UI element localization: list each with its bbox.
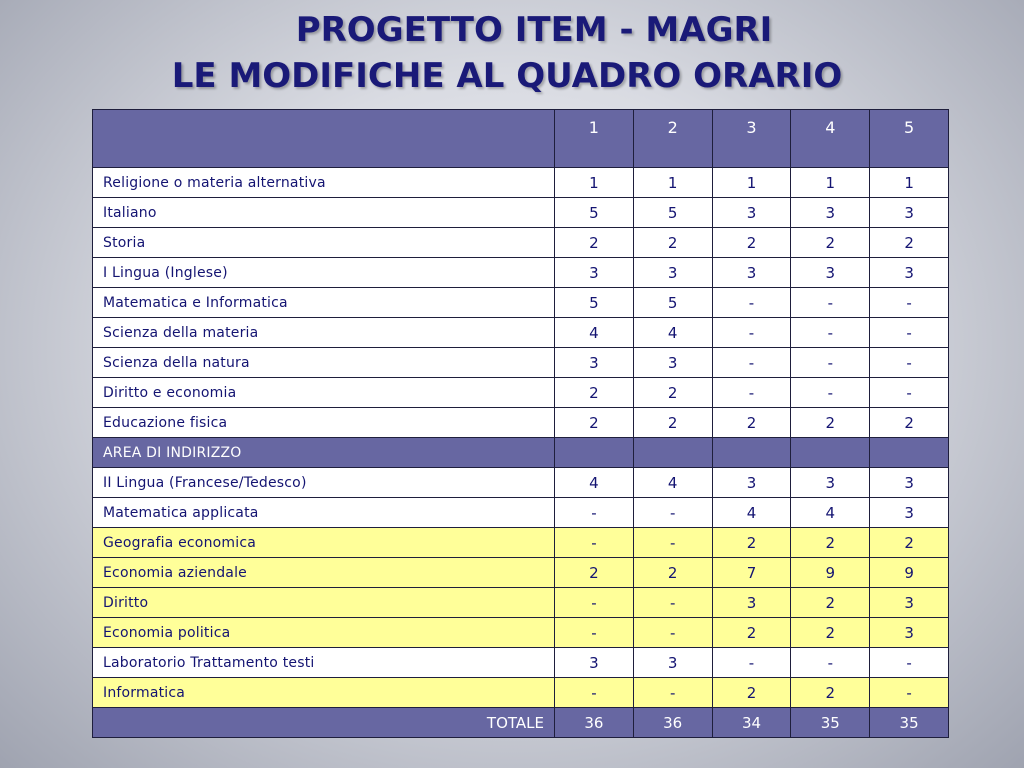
hours-cell: - — [712, 378, 791, 408]
total-value: 36 — [555, 708, 634, 738]
hours-cell: - — [870, 378, 949, 408]
hours-cell: 2 — [555, 228, 634, 258]
hours-cell: - — [870, 678, 949, 708]
hours-cell: 2 — [712, 228, 791, 258]
subject-label: Italiano — [93, 198, 555, 228]
hours-cell: 2 — [712, 408, 791, 438]
hours-cell: 9 — [870, 558, 949, 588]
hours-cell: - — [870, 288, 949, 318]
hours-cell: 9 — [791, 558, 870, 588]
header-year-2: 2 — [633, 110, 712, 168]
hours-cell: - — [555, 498, 634, 528]
hours-cell: - — [555, 618, 634, 648]
hours-cell: - — [791, 378, 870, 408]
hours-cell: - — [712, 318, 791, 348]
hours-cell: 3 — [712, 258, 791, 288]
hours-cell: 3 — [870, 588, 949, 618]
subject-label: Laboratorio Trattamento testi — [93, 648, 555, 678]
table-row — [93, 288, 949, 318]
subject-label: Geografia economica — [93, 528, 555, 558]
table-row — [93, 618, 949, 648]
total-value: 36 — [633, 708, 712, 738]
hours-cell: - — [791, 348, 870, 378]
hours-cell: 3 — [633, 258, 712, 288]
hours-cell: - — [555, 528, 634, 558]
subject-label: Scienza della natura — [93, 348, 555, 378]
hours-cell: 2 — [791, 618, 870, 648]
hours-cell: 2 — [633, 408, 712, 438]
header-year-1: 1 — [555, 110, 634, 168]
hours-cell: - — [712, 648, 791, 678]
hours-cell — [555, 438, 634, 468]
table-row — [93, 528, 949, 558]
subject-label: Economia aziendale — [93, 558, 555, 588]
hours-cell: 5 — [555, 198, 634, 228]
hours-cell: - — [633, 678, 712, 708]
hours-cell: 3 — [633, 348, 712, 378]
table-header-row — [93, 110, 949, 168]
hours-cell: 3 — [712, 588, 791, 618]
hours-cell: - — [633, 498, 712, 528]
hours-cell: 2 — [791, 588, 870, 618]
hours-cell: 3 — [791, 198, 870, 228]
hours-cell: - — [633, 618, 712, 648]
total-value: 35 — [870, 708, 949, 738]
table-row — [93, 678, 949, 708]
subject-label: Scienza della materia — [93, 318, 555, 348]
hours-cell: - — [791, 318, 870, 348]
table-row — [93, 168, 949, 198]
hours-cell: 2 — [633, 378, 712, 408]
hours-cell: 3 — [870, 468, 949, 498]
hours-cell: 2 — [791, 408, 870, 438]
table-row — [93, 228, 949, 258]
hours-cell: 4 — [633, 318, 712, 348]
hours-cell: 4 — [555, 318, 634, 348]
hours-cell: 4 — [712, 498, 791, 528]
hours-cell: 3 — [791, 258, 870, 288]
hours-cell: 5 — [555, 288, 634, 318]
table-row — [93, 648, 949, 678]
hours-cell: - — [870, 648, 949, 678]
total-row — [93, 708, 949, 738]
hours-cell: 2 — [870, 228, 949, 258]
hours-cell: 2 — [791, 678, 870, 708]
subject-label: I Lingua (Inglese) — [93, 258, 555, 288]
hours-cell: 3 — [870, 618, 949, 648]
schedule-table — [92, 109, 949, 738]
hours-cell: 3 — [870, 258, 949, 288]
hours-cell: 3 — [555, 348, 634, 378]
hours-cell: - — [633, 528, 712, 558]
header-year-5: 5 — [870, 110, 949, 168]
hours-cell: 5 — [633, 198, 712, 228]
table-row — [93, 318, 949, 348]
hours-cell: 1 — [633, 168, 712, 198]
hours-cell: 1 — [791, 168, 870, 198]
hours-cell: 3 — [555, 648, 634, 678]
subject-label: Religione o materia alternativa — [93, 168, 555, 198]
subject-label: Matematica applicata — [93, 498, 555, 528]
hours-cell: 2 — [791, 528, 870, 558]
hours-cell: 2 — [712, 618, 791, 648]
hours-cell: - — [555, 588, 634, 618]
table-row — [93, 588, 949, 618]
hours-cell: 2 — [870, 408, 949, 438]
total-value: 35 — [791, 708, 870, 738]
hours-cell: 3 — [712, 198, 791, 228]
hours-cell: 1 — [712, 168, 791, 198]
hours-cell — [712, 438, 791, 468]
total-value: 34 — [712, 708, 791, 738]
table-row — [93, 498, 949, 528]
subject-label: Diritto — [93, 588, 555, 618]
hours-cell: - — [712, 288, 791, 318]
hours-cell: 2 — [712, 528, 791, 558]
hours-cell: - — [555, 678, 634, 708]
header-year-3: 3 — [712, 110, 791, 168]
hours-cell: 2 — [791, 228, 870, 258]
title-line-2: LE MODIFICHE AL QUADRO ORARIO — [171, 56, 843, 96]
table-row — [93, 198, 949, 228]
subject-label: Diritto e economia — [93, 378, 555, 408]
table-row — [93, 558, 949, 588]
subject-label: Storia — [93, 228, 555, 258]
hours-cell — [633, 438, 712, 468]
hours-cell: 3 — [555, 258, 634, 288]
header-subject-cell — [93, 110, 555, 168]
subject-label: AREA DI INDIRIZZO — [93, 438, 555, 468]
hours-cell: 7 — [712, 558, 791, 588]
hours-cell: - — [870, 348, 949, 378]
total-label: TOTALE — [93, 708, 555, 738]
hours-cell: 3 — [633, 648, 712, 678]
hours-cell: 4 — [555, 468, 634, 498]
table-row — [93, 258, 949, 288]
hours-cell: - — [870, 318, 949, 348]
subject-label: Informatica — [93, 678, 555, 708]
hours-cell: 3 — [870, 498, 949, 528]
hours-cell: 1 — [870, 168, 949, 198]
hours-cell: - — [791, 648, 870, 678]
section-header-row — [93, 438, 949, 468]
table-body — [93, 168, 949, 708]
subject-label: Economia politica — [93, 618, 555, 648]
hours-cell: 2 — [555, 378, 634, 408]
hours-cell: 4 — [791, 498, 870, 528]
hours-cell: 2 — [633, 228, 712, 258]
hours-cell: 2 — [555, 558, 634, 588]
table-row — [93, 378, 949, 408]
subject-label: Matematica e Informatica — [93, 288, 555, 318]
hours-cell: - — [791, 288, 870, 318]
table-row — [93, 468, 949, 498]
title-line-1: PROGETTO ITEM - MAGRI — [295, 10, 773, 50]
header-year-4: 4 — [791, 110, 870, 168]
hours-cell: 3 — [791, 468, 870, 498]
hours-cell: 4 — [633, 468, 712, 498]
hours-cell: 2 — [633, 558, 712, 588]
hours-cell: 2 — [555, 408, 634, 438]
hours-cell: 2 — [712, 678, 791, 708]
hours-cell: - — [633, 588, 712, 618]
hours-cell: 5 — [633, 288, 712, 318]
hours-cell: 2 — [870, 528, 949, 558]
subject-label: II Lingua (Francese/Tedesco) — [93, 468, 555, 498]
hours-cell: 3 — [712, 468, 791, 498]
table-row — [93, 408, 949, 438]
hours-cell: 1 — [555, 168, 634, 198]
subject-label: Educazione fisica — [93, 408, 555, 438]
hours-cell — [870, 438, 949, 468]
hours-cell — [791, 438, 870, 468]
table-row — [93, 348, 949, 378]
hours-cell: 3 — [870, 198, 949, 228]
hours-cell: - — [712, 348, 791, 378]
